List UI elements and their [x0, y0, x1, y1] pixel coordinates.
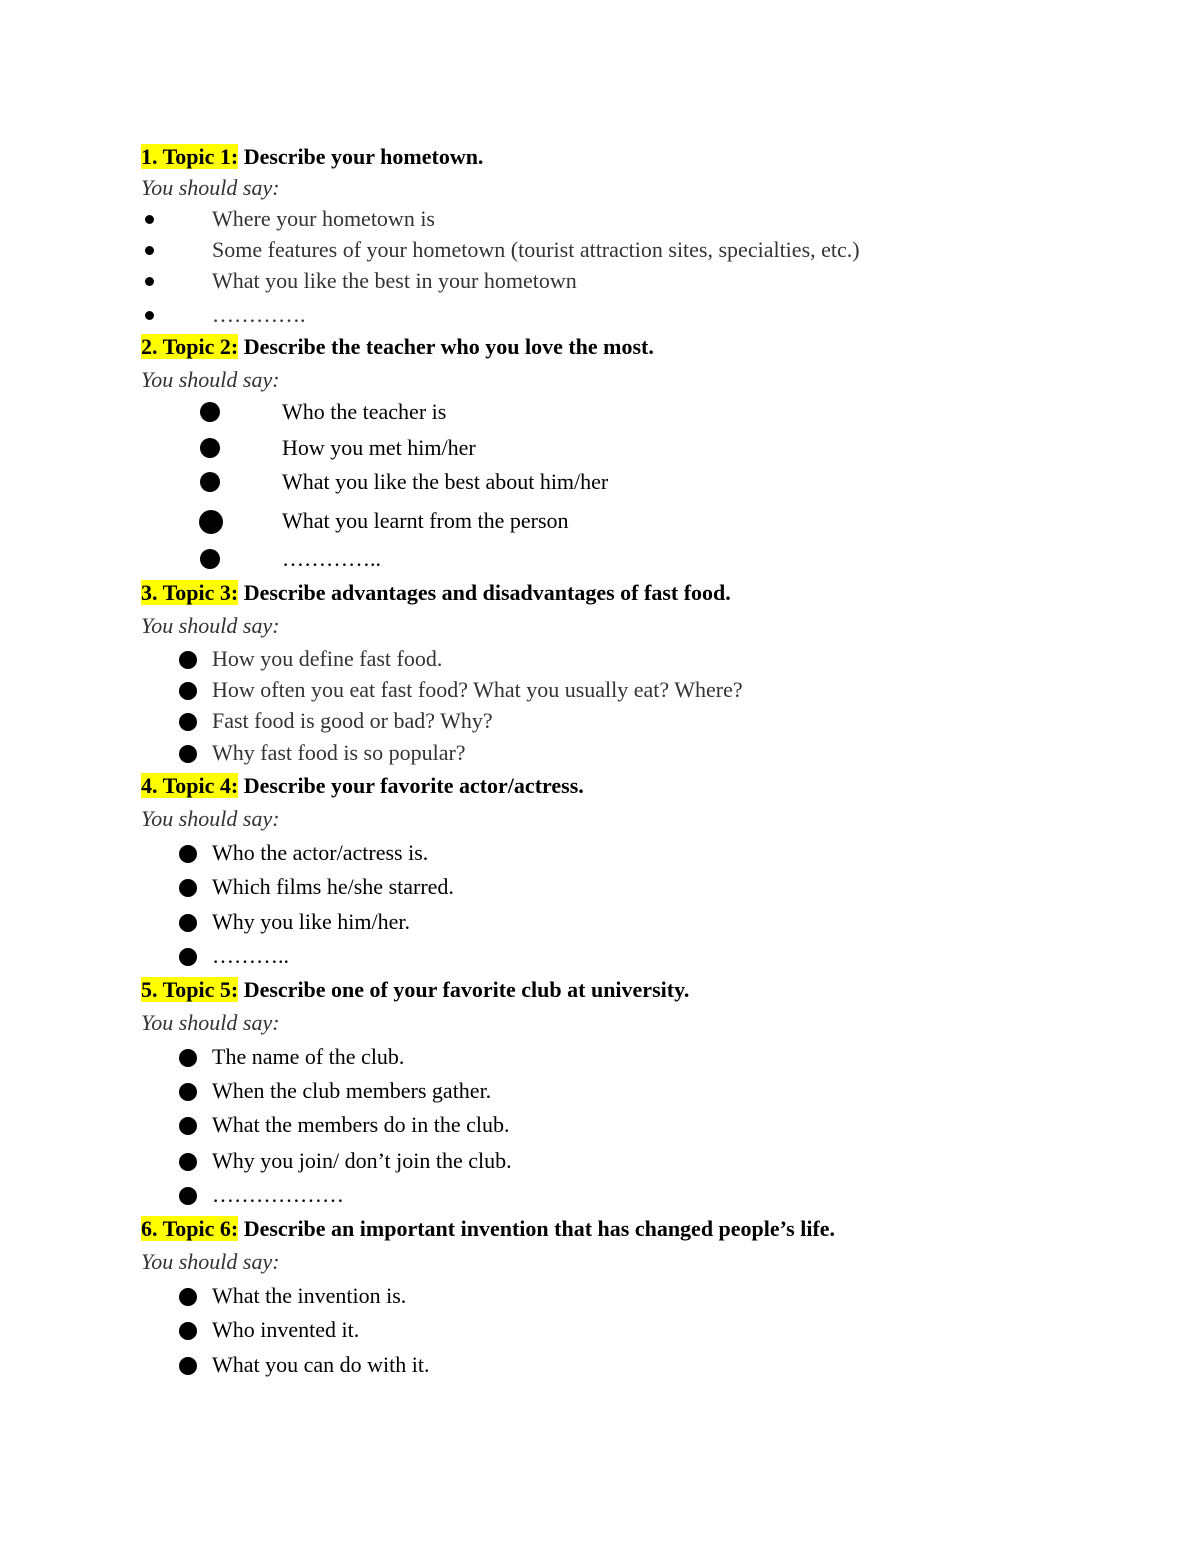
bullet-icon	[200, 402, 220, 422]
list-item: What you like the best in your hometown	[141, 268, 1141, 294]
topic-2-label: 2. Topic 2:	[141, 334, 239, 359]
bullet-icon	[179, 1357, 197, 1375]
bullet-icon	[145, 311, 154, 320]
list-item: How you define fast food.	[177, 646, 1137, 672]
list-item: Why you join/ don’t join the club.	[177, 1148, 1137, 1174]
list-item: Who invented it.	[177, 1317, 1137, 1343]
list-item: Fast food is good or bad? Why?	[177, 708, 1137, 734]
topic-1-label: 1. Topic 1:	[141, 144, 239, 169]
bullet-icon	[179, 914, 197, 932]
topic-2-heading	[141, 334, 654, 360]
bullet-icon	[179, 1117, 197, 1135]
bullet-icon	[199, 510, 223, 534]
bullet-icon	[179, 682, 197, 700]
topic-4-title: Describe your favorite actor/actress.	[238, 773, 584, 798]
bullet-icon	[179, 713, 197, 731]
bullet-icon	[179, 1288, 197, 1306]
list-item: ………….	[141, 302, 1141, 328]
topic-5-title: Describe one of your favorite club at university.	[238, 977, 690, 1002]
topic-3-prompt: You should say:	[141, 613, 280, 638]
list-item: What the invention is.	[177, 1283, 1137, 1309]
list-item: ………..	[177, 943, 1137, 969]
list-item: Who the actor/actress is.	[177, 840, 1137, 866]
list-item: What the members do in the club.	[177, 1112, 1137, 1138]
topic-4-label: 4. Topic 4:	[141, 773, 239, 798]
topic-1-prompt: You should say:	[141, 175, 280, 200]
topic-6-label: 6. Topic 6:	[141, 1216, 239, 1241]
list-item: Who the teacher is	[198, 399, 1098, 425]
list-item: How often you eat fast food? What you usually eat? Where?	[177, 677, 1137, 703]
bullet-icon	[179, 879, 197, 897]
list-item: When the club members gather.	[177, 1078, 1137, 1104]
topic-4-prompt: You should say:	[141, 806, 280, 831]
list-item: What you can do with it.	[177, 1352, 1137, 1378]
topic-6-heading	[141, 1216, 835, 1242]
list-item: How you met him/her	[198, 435, 1098, 461]
topic-5-heading	[141, 977, 689, 1003]
bullet-icon	[179, 845, 197, 863]
list-item: The name of the club.	[177, 1044, 1137, 1070]
topic-1-title: Describe your hometown.	[238, 144, 484, 169]
topic-3-heading	[141, 580, 731, 606]
bullet-icon	[145, 215, 154, 224]
topic-5-prompt: You should say:	[141, 1010, 280, 1035]
list-item: Some features of your hometown (tourist attraction sites, specialties, etc.)	[141, 237, 1141, 263]
list-item: ………………	[177, 1182, 1137, 1208]
bullet-icon	[200, 472, 220, 492]
bullet-icon	[179, 745, 197, 763]
topic-4-heading	[141, 773, 584, 799]
topic-2-title: Describe the teacher who you love the most.	[238, 334, 654, 359]
bullet-icon	[179, 948, 197, 966]
bullet-icon	[179, 1187, 197, 1205]
bullet-icon	[200, 438, 220, 458]
bullet-icon	[200, 549, 220, 569]
bullet-icon	[145, 246, 154, 255]
topic-6-title: Describe an important invention that has changed people’s life.	[238, 1216, 836, 1241]
topic-5-label: 5. Topic 5:	[141, 977, 239, 1002]
topic-1-heading	[141, 144, 483, 170]
bullet-icon	[179, 1153, 197, 1171]
list-item: Which films he/she starred.	[177, 874, 1137, 900]
list-item: Why fast food is so popular?	[177, 740, 1137, 766]
topic-2-prompt: You should say:	[141, 367, 280, 392]
bullet-icon	[179, 651, 197, 669]
bullet-icon	[179, 1049, 197, 1067]
list-item: Why you like him/her.	[177, 909, 1137, 935]
topic-3-title: Describe advantages and disadvantages of fast food.	[238, 580, 731, 605]
list-item: What you learnt from the person	[198, 508, 1098, 534]
list-item: Where your hometown is	[141, 206, 1141, 232]
list-item: …………..	[198, 546, 1098, 572]
topic-3-label: 3. Topic 3:	[141, 580, 239, 605]
bullet-icon	[179, 1322, 197, 1340]
bullet-icon	[145, 277, 154, 286]
bullet-icon	[179, 1083, 197, 1101]
topic-6-prompt: You should say:	[141, 1249, 280, 1274]
list-item: What you like the best about him/her	[198, 469, 1098, 495]
